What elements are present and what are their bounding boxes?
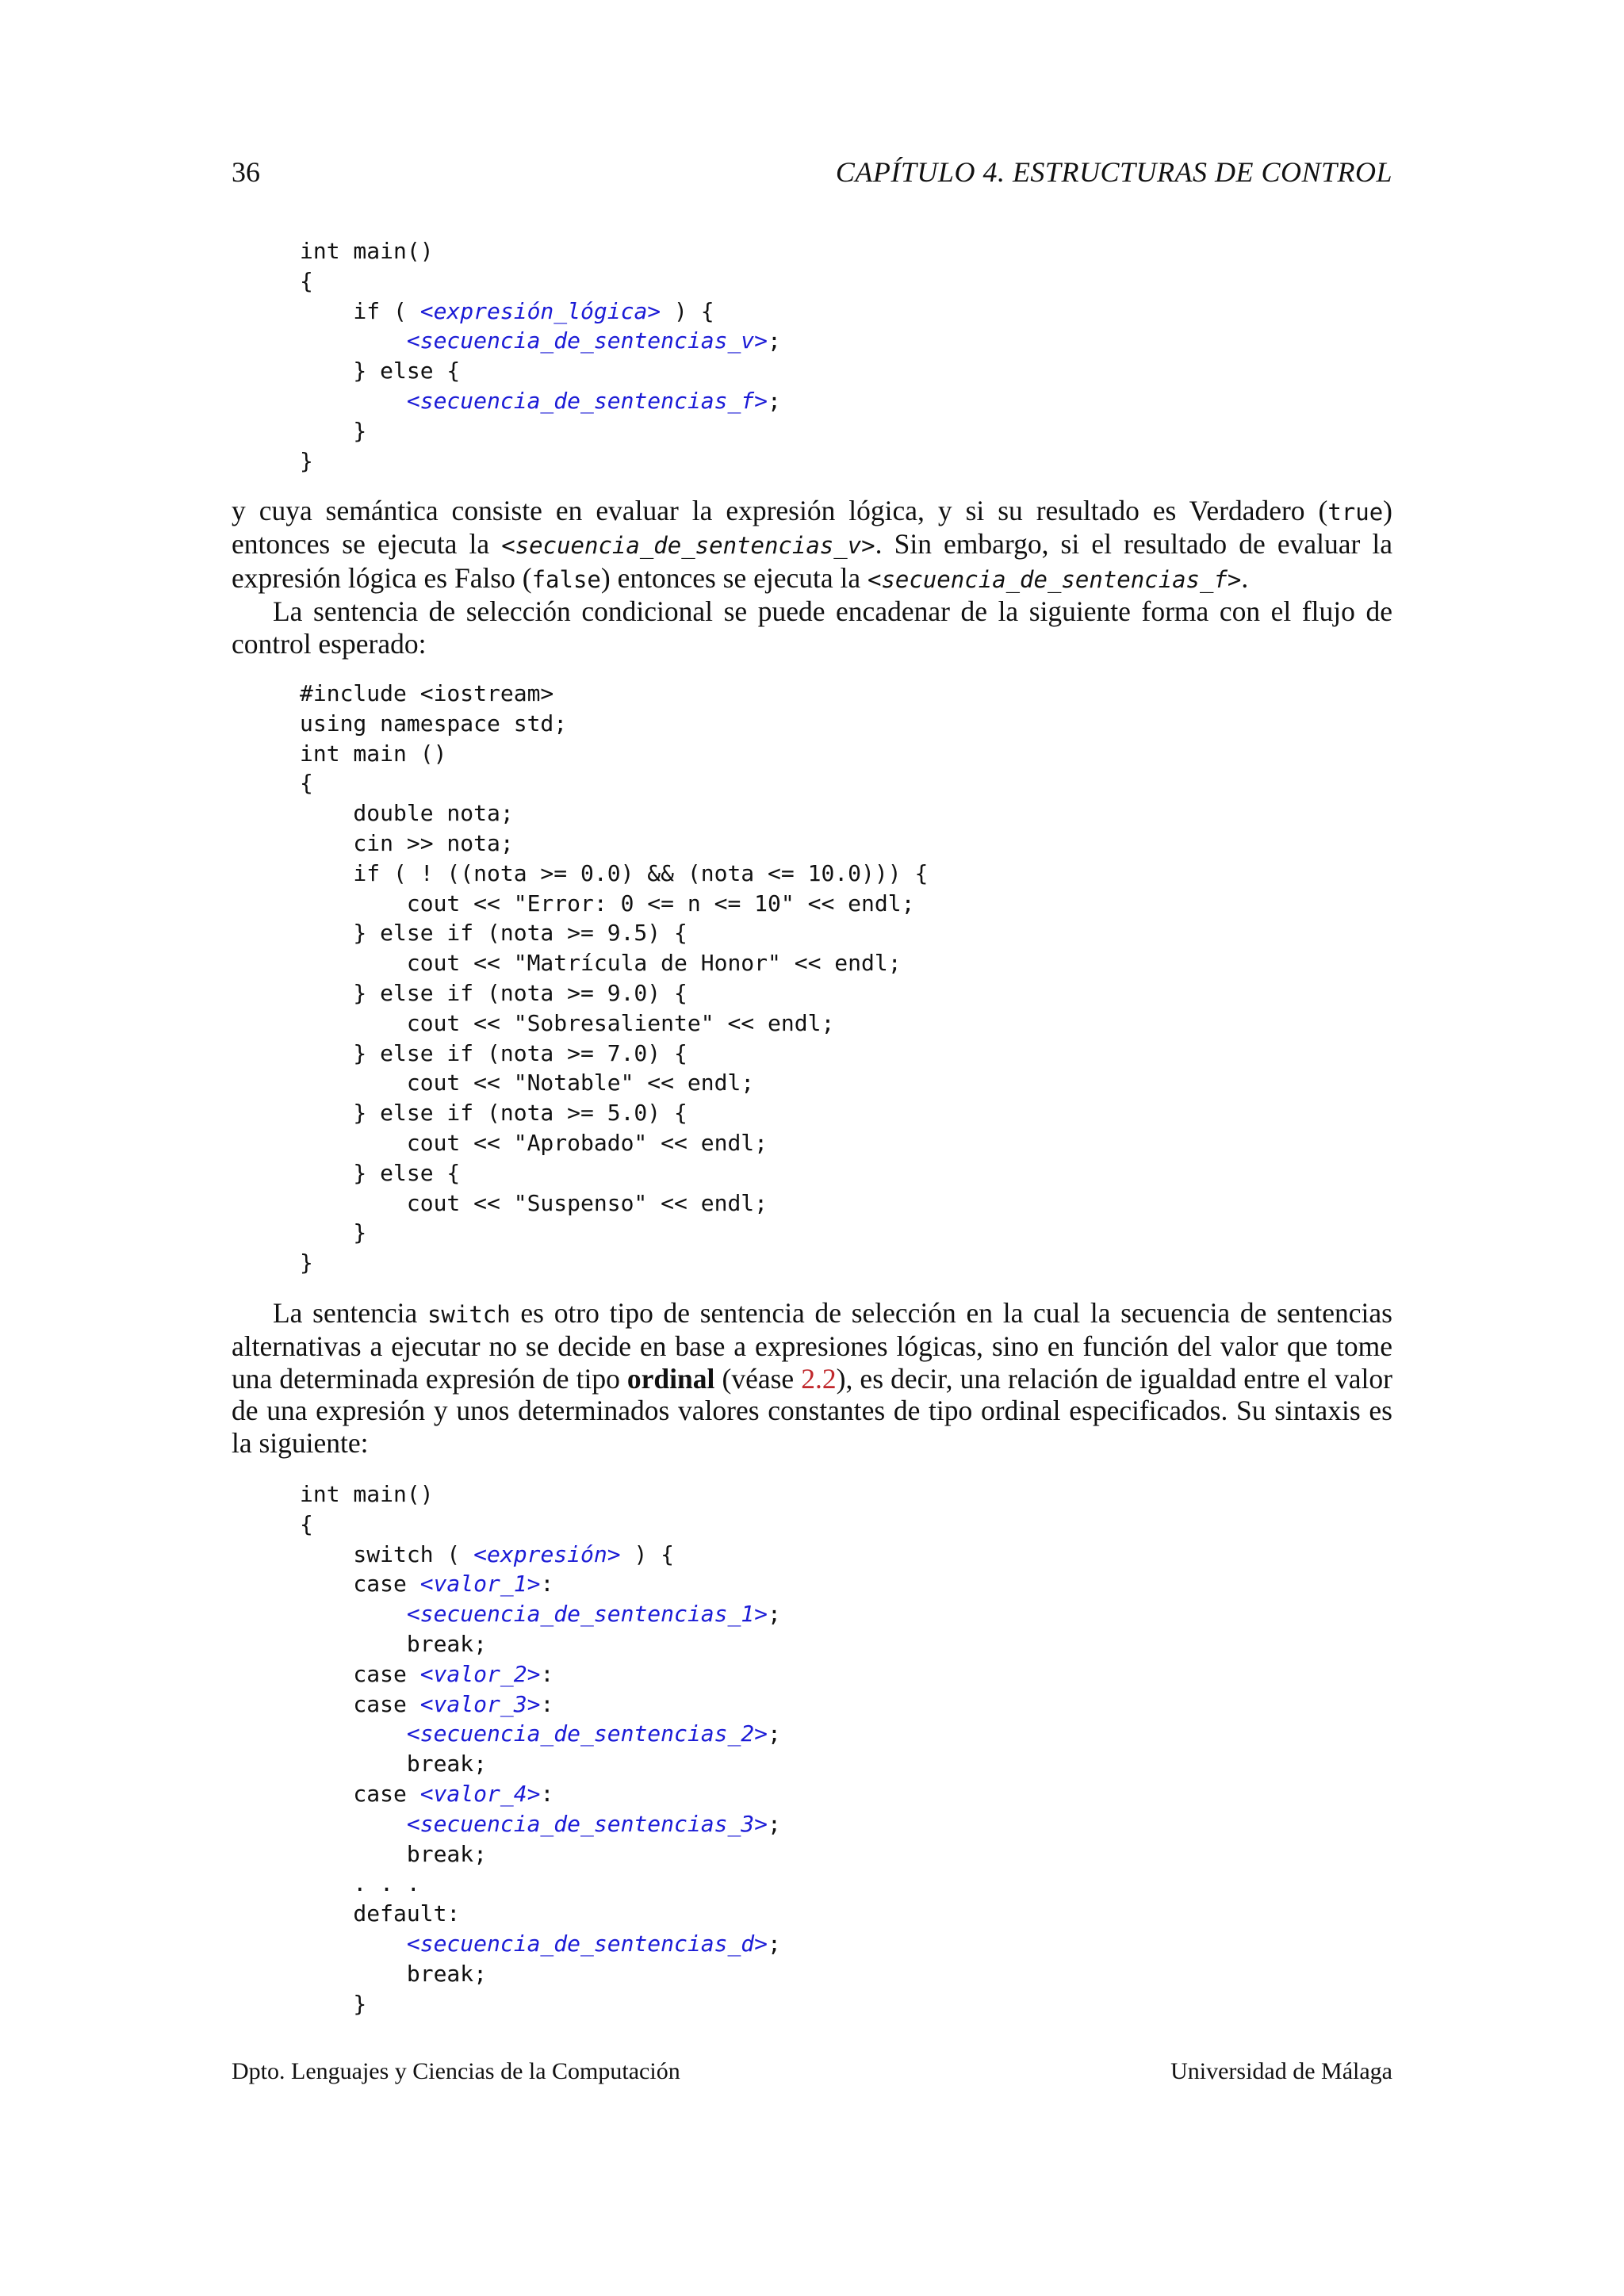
code-text: case [300, 1780, 420, 1807]
code-placeholder: <valor_1> [419, 1571, 541, 1598]
code-text: if ( ! ((nota >= 0.0) && (nota <= 10.0))) { [300, 859, 929, 886]
paragraph-text: y cuya semántica consiste en evaluar la expresión lógica, y si su resultado es Verdadero ( [232, 495, 1328, 526]
code-line [300, 1100, 688, 1126]
code-text: break; [300, 1960, 488, 1987]
code-text: switch ( [300, 1540, 474, 1567]
code-line [300, 1481, 434, 1507]
code-line [300, 1070, 754, 1096]
code-text: ; [768, 327, 781, 354]
code-text: : [540, 1571, 554, 1598]
code-text [300, 1720, 407, 1747]
code-text: } else if (nota >= 9.0) { [300, 979, 688, 1006]
code-line [300, 800, 514, 826]
code-text: } else { [300, 358, 461, 385]
page-number: 36 [232, 156, 260, 188]
code-text: break; [300, 1751, 488, 1777]
code-line [300, 268, 313, 294]
code-text [300, 388, 407, 414]
paragraph-semantics [232, 495, 1392, 660]
code-block-switch [300, 1479, 1331, 2019]
code-text: ; [768, 387, 781, 414]
code-line [300, 1841, 487, 1867]
code-line [300, 680, 553, 706]
code-placeholder: <secuencia_de_sentencias_d> [406, 1930, 768, 1957]
code-line [300, 1751, 487, 1777]
code-text: int main () [300, 740, 447, 767]
inline-placeholder-v: <secuencia_de_sentencias_v> [501, 532, 875, 560]
code-block-if-else [300, 236, 1331, 476]
inline-code-switch: switch [427, 1301, 511, 1328]
code-placeholder: <valor_2> [419, 1660, 541, 1687]
code-text: double nota; [300, 800, 514, 827]
code-text: if ( [300, 297, 420, 324]
code-line [300, 1249, 313, 1276]
code-text: default: [300, 1900, 461, 1927]
paragraph-text: (véase [714, 1362, 802, 1395]
code-text: cout << "Sobresaliente" << endl; [300, 1009, 835, 1036]
code-text: } [300, 447, 313, 474]
code-line [300, 358, 460, 384]
code-text: ; [768, 1810, 781, 1837]
code-line [300, 1219, 366, 1246]
code-text: break; [300, 1840, 488, 1867]
code-text: cout << "Error: 0 <= n <= 10" << endl; [300, 890, 915, 916]
code-text: { [300, 770, 313, 797]
code-line [300, 740, 446, 767]
inline-code-false: false [531, 565, 601, 593]
code-text: #include <iostream> [300, 680, 554, 706]
code-text: using namespace std; [300, 710, 568, 737]
code-line [300, 770, 313, 796]
code-text: break; [300, 1630, 488, 1657]
code-line [300, 1811, 781, 1837]
code-text: ; [768, 1601, 781, 1628]
code-line [300, 950, 902, 976]
code-line [300, 1631, 487, 1657]
code-placeholder: <secuencia_de_sentencias_3> [406, 1810, 768, 1837]
code-placeholder: <secuencia_de_sentencias_v> [406, 327, 768, 354]
bold-term-ordinal: ordinal [626, 1362, 715, 1395]
code-text [300, 1811, 407, 1837]
code-line [300, 418, 366, 444]
code-line [300, 327, 781, 354]
code-text: } [300, 1249, 313, 1276]
code-block-nota [300, 679, 1331, 1278]
code-text [300, 1931, 407, 1957]
code-line [300, 890, 914, 916]
code-text: cin >> nota; [300, 829, 514, 856]
code-text: ; [768, 1720, 781, 1747]
code-text: int main() [300, 238, 434, 264]
code-text: } else if (nota >= 7.0) { [300, 1039, 688, 1066]
code-line [300, 1040, 688, 1066]
code-text: : [540, 1690, 554, 1717]
code-text: case [300, 1690, 420, 1717]
code-text: int main() [300, 1481, 434, 1507]
code-text: ; [768, 1930, 781, 1957]
code-text: { [300, 1510, 313, 1537]
code-line [300, 1931, 781, 1957]
code-text: } else { [300, 1159, 461, 1186]
paragraph-text: . [1241, 561, 1249, 594]
code-placeholder: <secuencia_de_sentencias_f> [406, 387, 768, 414]
code-line [300, 830, 514, 856]
code-text: : [540, 1780, 554, 1807]
code-placeholder: <secuencia_de_sentencias_2> [406, 1720, 768, 1747]
code-text: } [300, 1990, 367, 2017]
code-text: . . . [300, 1870, 420, 1897]
code-line [300, 448, 313, 474]
code-text [300, 1601, 407, 1627]
code-text: } [300, 1219, 367, 1246]
code-text: ) { [620, 1540, 675, 1567]
paragraph-text: ), es decir, una relación de igualdad entre el valor de una expresión y unos determinados valores constantes de tipo ordinal especificados. Su sintaxis es la siguiente: [232, 1362, 1392, 1459]
paragraph-text: es otro tipo de sentencia de selección en la cual la secuencia de sentencias alternativas a ejecutar no se decide en base a expresiones lógicas, sino en función del valor que tome una determinada expresión de tipo [232, 1297, 1392, 1395]
code-line [300, 1900, 460, 1927]
code-text: ) { [661, 297, 714, 324]
code-line [300, 1961, 487, 1987]
inline-code-true: true [1327, 499, 1384, 526]
code-line [300, 920, 688, 946]
code-text: cout << "Notable" << endl; [300, 1070, 755, 1096]
paragraph-chaining: La sentencia de selección condicional se puede encadenar de la siguiente forma con el flujo de control esperado: [232, 595, 1392, 660]
code-line [300, 388, 781, 414]
page-footer [232, 2058, 1392, 2085]
code-line [300, 298, 714, 324]
code-text: case [300, 1660, 420, 1687]
code-line [300, 238, 434, 264]
code-text: { [300, 267, 313, 294]
code-text: cout << "Suspenso" << endl; [300, 1189, 768, 1216]
code-line [300, 1781, 553, 1807]
code-text: : [540, 1660, 554, 1687]
code-line [300, 1511, 313, 1537]
code-placeholder: <secuencia_de_sentencias_1> [406, 1601, 768, 1628]
code-line [300, 710, 567, 737]
code-placeholder: <valor_4> [419, 1780, 541, 1807]
footer-department: Dpto. Lenguajes y Ciencias de la Computación [232, 2058, 680, 2084]
code-text: cout << "Aprobado" << endl; [300, 1129, 768, 1156]
paragraph-text: ) entonces se ejecuta la [232, 495, 1392, 561]
inline-placeholder-f: <secuencia_de_sentencias_f> [867, 565, 1242, 593]
code-line [300, 980, 688, 1006]
code-line [300, 1160, 460, 1186]
code-line [300, 860, 928, 886]
code-text: } else if (nota >= 5.0) { [300, 1100, 688, 1127]
code-line [300, 1691, 553, 1717]
code-placeholder: <expresión_lógica> [419, 297, 661, 324]
code-line [300, 1661, 553, 1687]
code-text [300, 327, 407, 354]
code-text: } [300, 417, 367, 444]
code-placeholder: <valor_3> [419, 1690, 541, 1717]
paragraph-text: La sentencia [273, 1297, 427, 1329]
code-placeholder: <expresión> [473, 1540, 621, 1567]
code-line [300, 1541, 674, 1567]
chapter-title: CAPÍTULO 4. ESTRUCTURAS DE CONTROL [835, 156, 1392, 188]
code-line [300, 1571, 553, 1597]
paragraph-text: ) entonces se ejecuta la [600, 561, 868, 594]
page-header [232, 155, 1392, 195]
paragraph-text: . Sin embargo, si el resultado de evaluar la expresión lógica es Falso ( [232, 528, 1392, 594]
code-line [300, 1601, 781, 1627]
code-line [300, 1130, 768, 1156]
code-line [300, 1991, 366, 2017]
code-text: case [300, 1571, 420, 1598]
code-line [300, 1870, 420, 1896]
code-text: cout << "Matrícula de Honor" << endl; [300, 950, 902, 977]
code-line [300, 1720, 781, 1747]
section-reference-link[interactable]: 2.2 [801, 1362, 837, 1395]
code-line [300, 1010, 834, 1036]
paragraph-switch [232, 1297, 1392, 1459]
code-text: } else if (nota >= 9.5) { [300, 920, 688, 947]
code-line [300, 1190, 768, 1216]
footer-university: Universidad de Málaga [1170, 2058, 1392, 2084]
